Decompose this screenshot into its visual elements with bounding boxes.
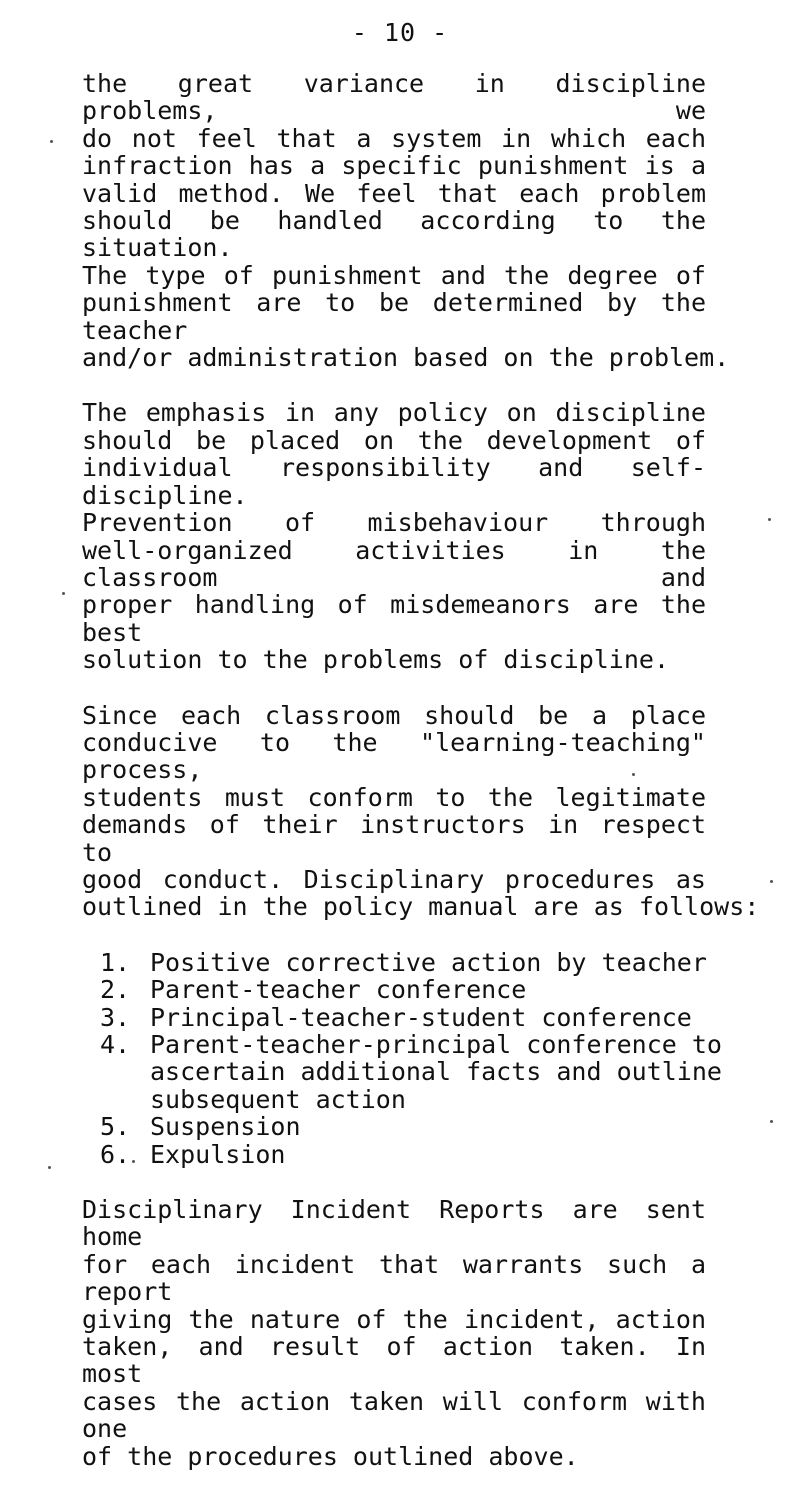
list-item	[82, 1004, 706, 1031]
list-item-text: Positive corrective action by teacher	[150, 947, 707, 977]
list-item-text: Parent-teacher-principal conference to	[150, 1030, 722, 1059]
scan-speck	[768, 518, 771, 521]
scan-speck	[132, 1160, 135, 1163]
list-number: 4.	[100, 1030, 131, 1059]
text-line: of the procedures outlined above.	[82, 1441, 579, 1471]
text-line: giving the nature of the incident, action	[82, 1304, 706, 1334]
text-line: conducive to the "learning-teaching" process,	[82, 727, 706, 785]
text-line: Disciplinary Incident Reports are sent home	[82, 1195, 706, 1252]
text-line: and/or administration based on the problem.	[82, 343, 730, 373]
text-line: taken, and result of action taken. In most	[82, 1332, 706, 1389]
text-line: Since each classroom should be a place	[82, 700, 706, 730]
list-number: 5.	[100, 1112, 131, 1142]
paragraph-classroom-conduct	[82, 700, 760, 922]
list-number: 3.	[100, 1002, 131, 1032]
paragraph-discipline-variance	[82, 69, 730, 373]
list-number: 2.	[100, 975, 131, 1005]
text-line: valid method. We feel that each problem	[82, 178, 706, 208]
text-line: good conduct. Disciplinary procedures as	[82, 864, 706, 894]
text-line: students must conform to the legitimate	[82, 782, 706, 812]
scan-speck	[50, 140, 53, 143]
disciplinary-procedures-list	[82, 947, 722, 1169]
list-number: 1.	[100, 947, 131, 977]
text-line: The type of punishment and the degree of	[82, 260, 706, 290]
text-line: do not feel that a system in which each	[82, 123, 706, 153]
text-line: individual responsibility and self-discipline.	[82, 453, 706, 510]
text-line: outlined in the policy manual are as follows:	[82, 892, 760, 922]
list-number: 6.	[100, 1139, 131, 1169]
page-number: - 10 -	[351, 18, 449, 47]
text-line: Prevention of misbehaviour through	[82, 508, 706, 538]
text-line: demands of their instructors in respect to	[82, 810, 706, 867]
text-line: infraction has a specific punishment is a	[82, 151, 706, 181]
text-line: proper handling of misdemeanors are the best	[82, 590, 706, 647]
page-body	[82, 69, 760, 1498]
list-item	[82, 1030, 722, 1114]
text-line: should be handled according to the situation.	[82, 206, 706, 263]
paragraph-incident-reports	[82, 1196, 706, 1470]
list-item	[82, 1113, 706, 1140]
text-line: punishment are to be determined by the teacher	[82, 288, 706, 345]
scan-speck	[48, 1166, 51, 1169]
text-line: solution to the problems of discipline.	[82, 645, 669, 675]
text-line: The emphasis in any policy on discipline	[82, 398, 706, 428]
list-item-text: Parent-teacher conference	[150, 975, 527, 1005]
list-item-text: subsequent action	[150, 1084, 406, 1114]
scan-speck	[770, 1120, 773, 1123]
scan-speck	[770, 880, 773, 883]
text-line: cases the action taken will conform with one	[82, 1386, 706, 1444]
list-item-text: Principal-teacher-student conference	[150, 1002, 692, 1032]
list-item	[82, 1141, 706, 1168]
list-item-text: Suspension	[150, 1112, 301, 1142]
scan-speck	[62, 592, 65, 595]
scan-speck	[632, 773, 635, 776]
text-line: the great variance in discipline problems, we	[82, 69, 706, 126]
list-item	[82, 949, 706, 976]
text-line: well-organized activities in the classroom and	[82, 535, 706, 592]
list-item-text: Expulsion	[150, 1139, 286, 1169]
list-item-text: ascertain additional facts and outline	[150, 1057, 722, 1087]
list-item	[82, 976, 706, 1003]
text-line: should be placed on the development of	[82, 425, 706, 455]
paragraph-emphasis	[82, 399, 706, 673]
text-line: for each incident that warrants such a report	[82, 1249, 706, 1307]
